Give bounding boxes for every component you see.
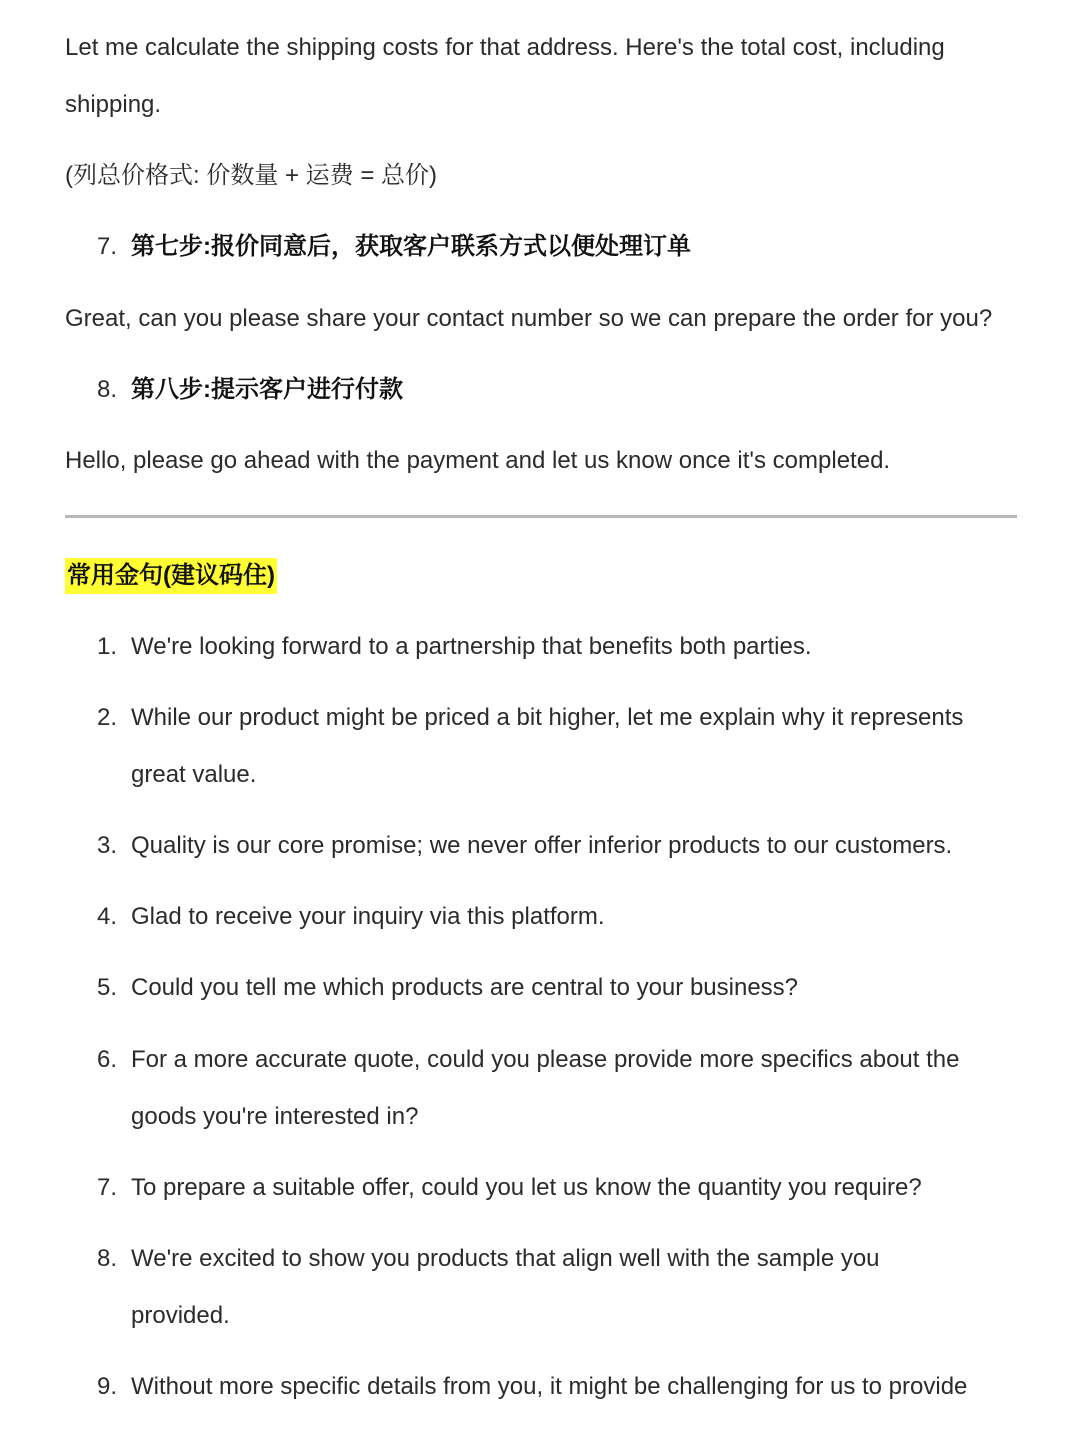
list-item-continuation: provided. [131, 1302, 230, 1329]
list-item-text: Could you tell me which products are central to your business? [131, 974, 799, 1001]
step-8-title: 第八步:提示客户进行付款 [131, 376, 403, 403]
phrases-heading: 常用金句(建议码住) [65, 558, 277, 594]
list-item-number: 4. [97, 903, 118, 930]
intro-text-line-1: Let me calculate the shipping costs for that address. Here's the total cost, including [65, 34, 945, 61]
list-item [97, 830, 952, 862]
list-item [97, 972, 798, 1004]
step-8-text: Hello, please go ahead with the payment and let us know once it's completed. [65, 447, 891, 474]
list-item-text: Glad to receive your inquiry via this platform. [131, 903, 605, 930]
list-item-text: While our product might be priced a bit higher, let me explain why it represents [131, 704, 964, 731]
intro-text-line-2: shipping. [65, 91, 162, 118]
list-item [97, 1044, 959, 1076]
list-item [97, 1243, 880, 1275]
step-8-number: 8. [97, 376, 118, 403]
list-item-number: 8. [97, 1245, 118, 1272]
list-item-text: We're excited to show you products that align well with the sample you [131, 1245, 880, 1272]
list-item-number: 6. [97, 1046, 118, 1073]
step-7-text: Great, can you please share your contact number so we can prepare the order for you? [65, 305, 993, 332]
step-7-number: 7. [97, 233, 118, 260]
list-item [97, 1172, 922, 1204]
price-formula: (列总价格式: 价数量 + 运费 = 总价) [65, 162, 438, 189]
list-item [97, 631, 812, 663]
step-8-heading [97, 374, 403, 406]
list-item-number: 2. [97, 704, 118, 731]
list-item-number: 3. [97, 832, 118, 859]
list-item [97, 901, 605, 933]
list-item-number: 7. [97, 1174, 118, 1201]
list-item [97, 1371, 967, 1403]
list-item [97, 702, 963, 734]
list-item-continuation: great value. [131, 761, 257, 788]
list-item-text: To prepare a suitable offer, could you let us know the quantity you require? [131, 1174, 922, 1201]
section-divider [65, 515, 1017, 518]
step-7-heading [97, 231, 691, 263]
list-item-text: We're looking forward to a partnership that benefits both parties. [131, 633, 812, 660]
list-item-number: 5. [97, 974, 118, 1001]
list-item-number: 9. [97, 1373, 118, 1400]
list-item-text: Quality is our core promise; we never offer inferior products to our customers. [131, 832, 953, 859]
list-item-text: For a more accurate quote, could you please provide more specifics about the [131, 1046, 960, 1073]
step-7-title: 第七步:报价同意后，获取客户联系方式以便处理订单 [131, 233, 691, 260]
list-item-text: Without more specific details from you, it might be challenging for us to provide [131, 1373, 968, 1400]
list-item-continuation: goods you're interested in? [131, 1103, 419, 1130]
list-item-number: 1. [97, 633, 118, 660]
